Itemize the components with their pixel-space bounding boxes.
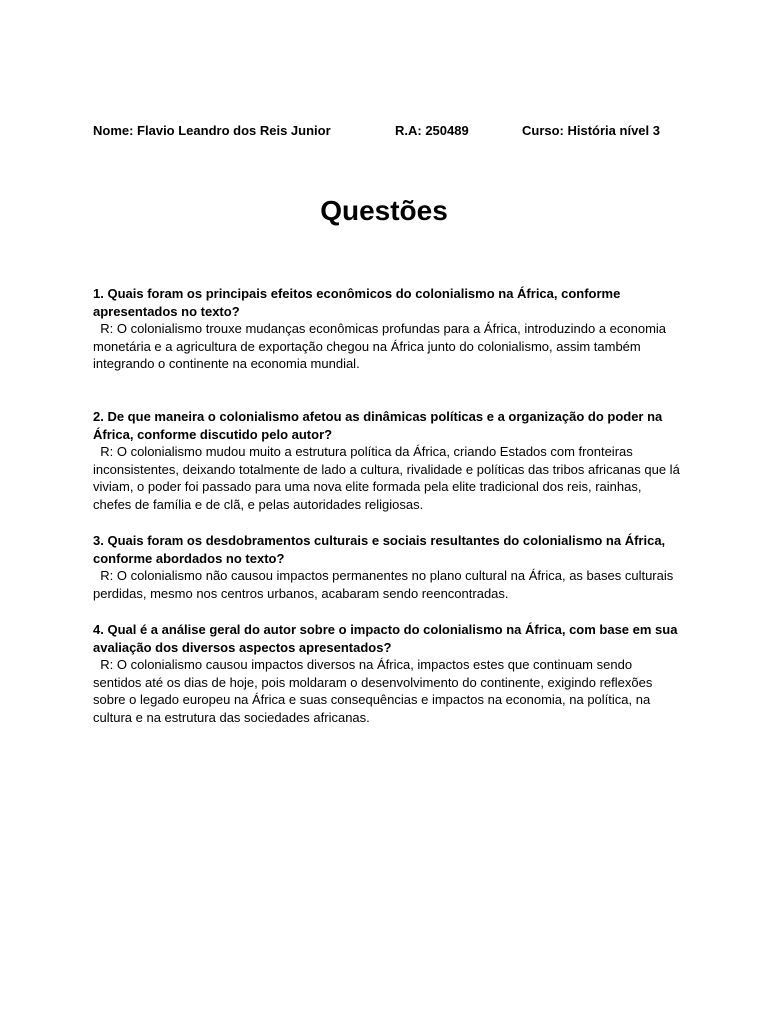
question-text: 4. Qual é a análise geral do autor sobre o impacto do colonialismo na África, com base em sua avaliação dos diversos aspectos apresentados? (93, 622, 678, 655)
question-text: 1. Quais foram os principais efeitos econômicos do colonialismo na África, conforme apresentados no texto? (93, 286, 621, 319)
answer-content: R: O colonialismo mudou muito a estrutura política da África, criando Estados com fronteiras inconsistentes, deixando totalmente de lado a cultura, rivalidade e políticas das tribos africanas que lá viviam, o poder foi passado para uma nova elite formada pela elite tradicional dos reis, rainhas, chefes de família e de clã, e pelas autoridades religiosas. (93, 444, 680, 512)
question-text: 3. Quais foram os desdobramentos culturais e sociais resultantes do colonialismo na África, conforme abordados no texto? (93, 533, 666, 566)
answer-text (93, 567, 683, 602)
page-title: Questões (320, 195, 448, 226)
answer-content: R: O colonialismo causou impactos diversos na África, impactos estes que continuam sendo sentidos até os dias de hoje, pois moldaram o desenvolvimento do continente, exigindo reflexões sobre o legado europeu na África e suas consequências e impactos na economia, na política, na cultura e na estrutura das sociedades africanas. (93, 657, 653, 725)
question-block (93, 621, 683, 726)
answer-text (93, 320, 683, 373)
answer-text (93, 443, 683, 513)
student-ra: R.A: 250489 (395, 123, 469, 138)
question-block (93, 285, 683, 373)
student-name: Nome: Flavio Leandro dos Reis Junior (93, 123, 331, 138)
question-block (93, 532, 683, 602)
question-text: 2. De que maneira o colonialismo afetou as dinâmicas políticas e a organização do poder na África, conforme discutido pelo autor? (93, 409, 663, 442)
student-course: Curso: História nível 3 (522, 123, 660, 138)
answer-content: R: O colonialismo trouxe mudanças econômicas profundas para a África, introduzindo a economia monetária e a agricultura de exportação chegou na África junto do colonialismo, assim também integrando o continente na economia mundial. (93, 321, 667, 371)
answer-text (93, 656, 683, 726)
question-block (93, 408, 683, 513)
answer-content: R: O colonialismo não causou impactos permanentes no plano cultural na África, as bases culturais perdidas, mesmo nos centros urbanos, acabaram sendo reencontradas. (93, 568, 674, 601)
